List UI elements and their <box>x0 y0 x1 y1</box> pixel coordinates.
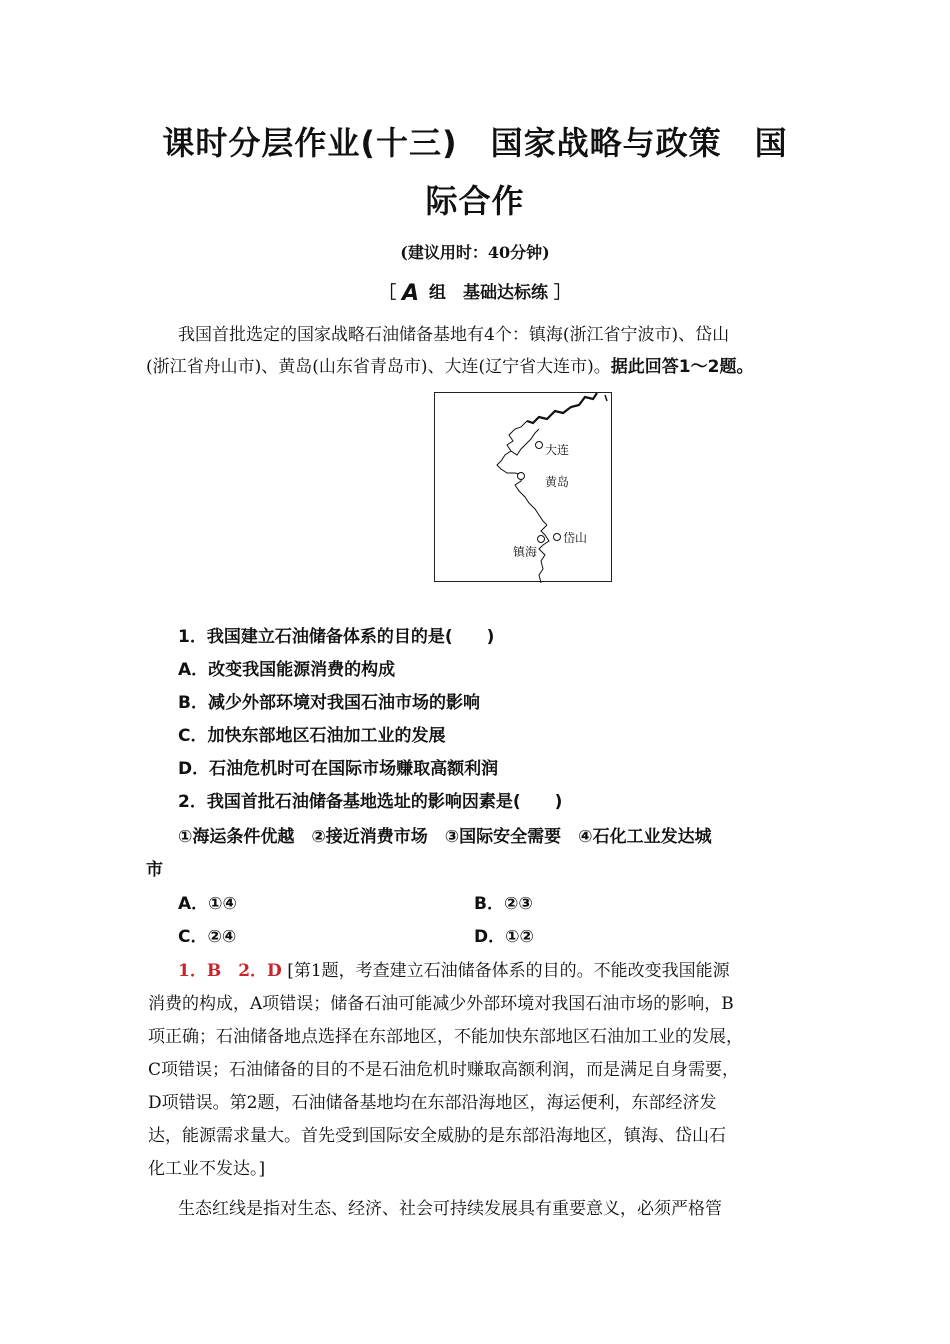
q2-option-b: B．②③ <box>474 894 533 914</box>
q1-option-d: D．石油危机时可在国际市场赚取高额利润 <box>178 759 499 779</box>
suggested-time: (建议用时：40分钟) <box>400 243 550 262</box>
map-label-daishan: 岱山 <box>563 531 588 545</box>
huangdao-marker <box>518 473 525 480</box>
answer-line5: D项错误。第2题，石油储备基地均在东部沿海地区，海运便利，东部经济发 <box>148 1093 717 1113</box>
map-label-zhenhai: 镇海 <box>513 545 538 559</box>
group-badge: A <box>402 281 420 306</box>
page-title-line1: 课时分层作业(十三) 国家战略与政策 国 <box>162 124 788 162</box>
group-heading <box>0 278 950 306</box>
border-line <box>527 393 597 423</box>
coast-north <box>507 421 539 455</box>
intro-line2 <box>146 352 753 377</box>
coastline-map <box>434 392 612 582</box>
bracket-right: ］ <box>553 283 571 303</box>
border-tick <box>605 395 607 401</box>
map-label-dalian: 大连 <box>545 443 570 457</box>
answer-line3: 项正确；石油储备地点选择在东部地区，不能加快东部地区石油加工业的发展， <box>148 1027 743 1047</box>
q2-stem: 2．我国首批石油储备基地选址的影响因素是( ) <box>178 792 563 812</box>
coast-south <box>539 525 549 583</box>
dalian-marker <box>536 442 543 449</box>
coast-middle <box>497 451 547 525</box>
q1-stem: 1．我国建立石油储备体系的目的是( ) <box>178 627 495 647</box>
page-title-line2: 际合作 <box>425 182 525 220</box>
daishan-marker <box>554 534 561 541</box>
intro-line2-a: (浙江省舟山市)、黄岛(山东省青岛市)、大连(辽宁省大连市)。 <box>146 357 611 377</box>
zhenhai-marker <box>538 536 545 543</box>
map-label-huangdao: 黄岛 <box>545 475 570 489</box>
q2-option-d: D．①② <box>474 927 534 947</box>
answer-line6: 达，能源需求量大。首先受到国际安全威胁的是东部沿海地区，镇海、岱山石 <box>148 1126 726 1146</box>
answer-line1 <box>178 956 730 981</box>
answer-line4: C项错误；石油储备的目的不是石油危机时赚取高额利润，而是满足自身需要， <box>148 1060 740 1080</box>
intro-line1: 我国首批选定的国家战略石油储备基地有4个：镇海(浙江省宁波市)、岱山 <box>178 325 730 345</box>
answer-key: 1．B 2．D <box>178 961 282 981</box>
answer-text-1: [第1题，考查建立石油储备体系的目的。不能改变我国能源 <box>287 961 730 981</box>
q2-items-line2: 市 <box>146 860 163 880</box>
q1-option-b: B．减少外部环境对我国石油市场的影响 <box>178 693 480 713</box>
q2-option-c: C．②④ <box>178 927 237 947</box>
group-label: 组 基础达标练 <box>428 283 548 303</box>
answer-line2: 消费的构成，A项错误；储备石油可能减少外部环境对我国石油市场的影响，B <box>148 994 734 1014</box>
q1-option-c: C．加快东部地区石油加工业的发展 <box>178 726 446 746</box>
q2-items-line1: ①海运条件优越 ②接近消费市场 ③国际安全需要 ④石化工业发达城 <box>178 827 712 847</box>
next-passage-line1: 生态红线是指对生态、经济、社会可持续发展具有重要意义，必须严格管 <box>178 1199 722 1219</box>
intro-line2-b: 据此回答1～2题。 <box>610 357 754 377</box>
q2-option-a: A．①④ <box>178 894 237 914</box>
q1-option-a: A．改变我国能源消费的构成 <box>178 660 396 680</box>
bracket-left: ［ <box>379 283 397 303</box>
answer-line7: 化工业不发达。] <box>148 1159 266 1179</box>
